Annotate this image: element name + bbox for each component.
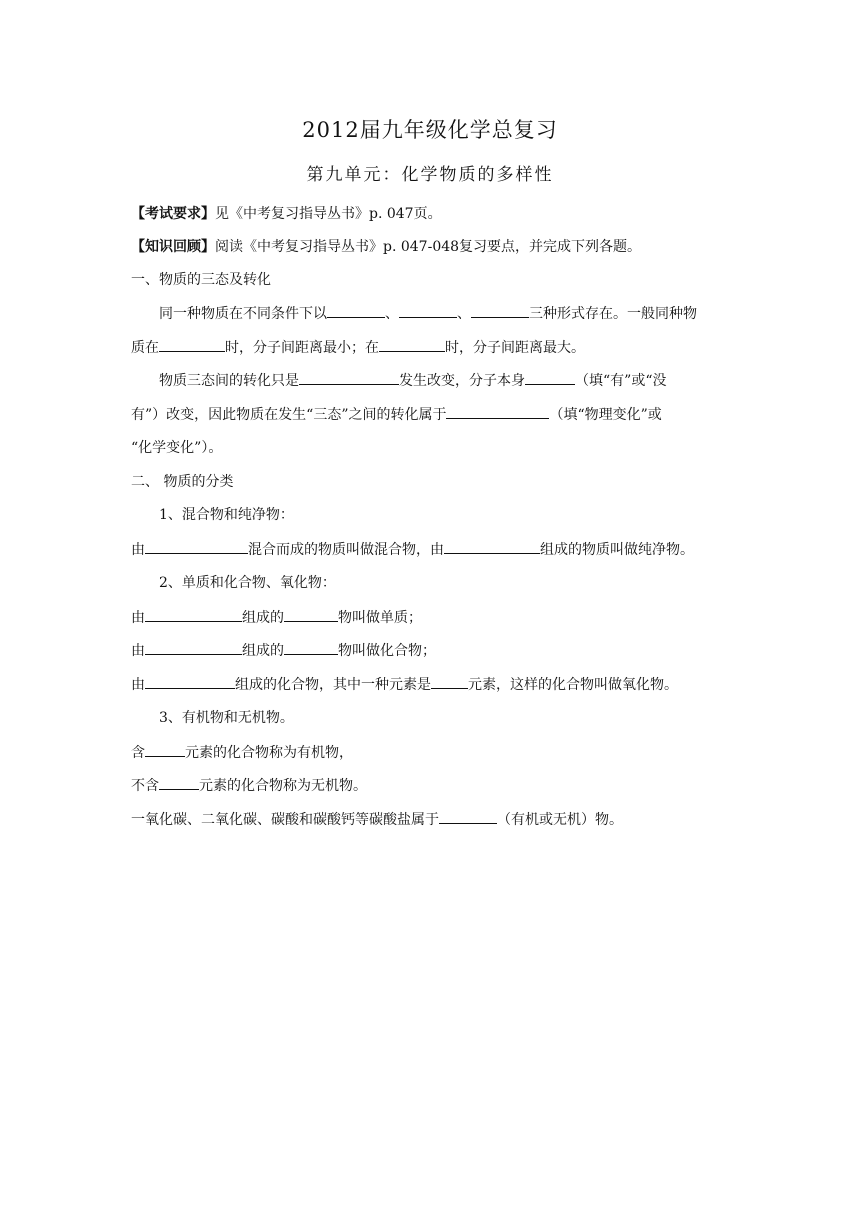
text: 由 — [131, 643, 145, 659]
s1-line-1 — [159, 303, 697, 324]
organic-line-1 — [131, 742, 353, 763]
text: 含 — [131, 745, 145, 761]
exam-requirement — [131, 204, 442, 224]
blank-oxide-2[interactable] — [431, 674, 468, 689]
knowledge-review-text: 阅读《中考复习指导丛书》p. 047-048复习要点，并完成下列各题。 — [215, 239, 642, 255]
section-1-heading: 一、物质的三态及转化 — [131, 272, 271, 288]
subsection-element-heading: 2、单质和化合物、氧化物： — [159, 575, 336, 591]
text: 同一种物质在不同条件下以 — [159, 306, 327, 322]
text: 由 — [131, 677, 145, 693]
text: 组成的化合物，其中一种元素是 — [235, 677, 431, 693]
section-2-heading: 二、 物质的分类 — [131, 474, 234, 490]
text: 、 — [385, 306, 399, 322]
knowledge-review-label: 【知识回顾】 — [131, 239, 215, 255]
s1-line-2 — [131, 337, 585, 358]
blank-molecule[interactable] — [525, 370, 575, 385]
blank-change-type[interactable] — [446, 404, 549, 419]
blank-state-2[interactable] — [399, 303, 457, 318]
s1-line-4 — [131, 404, 662, 425]
text: 元素的化合物称为无机物。 — [199, 778, 367, 794]
blank-inorganic[interactable] — [159, 775, 199, 790]
text: 一氧化碳、二氧化碳、碳酸和碳酸钙等碳酸盐属于 — [131, 812, 439, 828]
text: 由 — [131, 542, 145, 558]
blank-element-2[interactable] — [284, 607, 338, 622]
blank-compound-2[interactable] — [284, 640, 338, 655]
text: 时，分子间距离最大。 — [445, 340, 585, 356]
text: 有”）改变，因此物质在发生“三态”之间的转化属于 — [131, 407, 447, 423]
blank-change[interactable] — [299, 370, 399, 385]
organic-line-2 — [131, 775, 367, 796]
text: 元素，这样的化合物叫做氧化物。 — [468, 677, 678, 693]
text: （填“物理变化”或 — [549, 407, 662, 423]
element-line-3 — [131, 674, 678, 695]
text: 质在 — [131, 340, 159, 356]
text: 混合而成的物质叫做混合物，由 — [248, 542, 444, 558]
blank-min-distance[interactable] — [159, 337, 225, 352]
text: 元素的化合物称为有机物， — [185, 745, 353, 761]
exam-requirement-text: 见《中考复习指导丛书》p. 047页。 — [215, 206, 442, 222]
blank-mixture[interactable] — [145, 539, 248, 554]
blank-pure[interactable] — [444, 539, 540, 554]
element-line-2 — [131, 640, 436, 661]
blank-carbonate[interactable] — [439, 809, 497, 824]
mixture-line — [131, 539, 694, 560]
text: 物质三态间的转化只是 — [159, 373, 299, 389]
text: 不含 — [131, 778, 159, 794]
text: 物叫做单质； — [338, 610, 422, 626]
subsection-organic-heading: 3、有机物和无机物。 — [159, 710, 294, 726]
unit-subtitle: 第九单元：化学物质的多样性 — [306, 165, 554, 185]
organic-line-3 — [131, 809, 623, 830]
s1-line-5: “化学变化”）。 — [131, 440, 223, 456]
subsection-mixture-heading: 1、混合物和纯净物： — [159, 507, 294, 523]
page-title: 2012届九年级化学总复习 — [302, 118, 558, 142]
blank-organic[interactable] — [145, 742, 185, 757]
text: 时，分子间距离最小；在 — [225, 340, 379, 356]
text: 物叫做化合物； — [338, 643, 436, 659]
text: 组成的物质叫做纯净物。 — [540, 542, 694, 558]
blank-max-distance[interactable] — [379, 337, 445, 352]
text: 三种形式存在。一般同种物 — [529, 306, 697, 322]
blank-element-1[interactable] — [145, 607, 242, 622]
element-line-1 — [131, 607, 422, 628]
text: 组成的 — [242, 643, 284, 659]
text: （填“有”或“没 — [575, 373, 667, 389]
blank-state-3[interactable] — [471, 303, 529, 318]
text: 发生改变，分子本身 — [399, 373, 525, 389]
blank-oxide-1[interactable] — [145, 674, 235, 689]
text: 由 — [131, 610, 145, 626]
text: （有机或无机）物。 — [497, 812, 623, 828]
blank-state-1[interactable] — [327, 303, 385, 318]
knowledge-review — [131, 237, 641, 257]
s1-line-3 — [159, 370, 666, 391]
blank-compound-1[interactable] — [145, 640, 242, 655]
text: 、 — [457, 306, 471, 322]
exam-requirement-label: 【考试要求】 — [131, 206, 215, 222]
text: 组成的 — [242, 610, 284, 626]
